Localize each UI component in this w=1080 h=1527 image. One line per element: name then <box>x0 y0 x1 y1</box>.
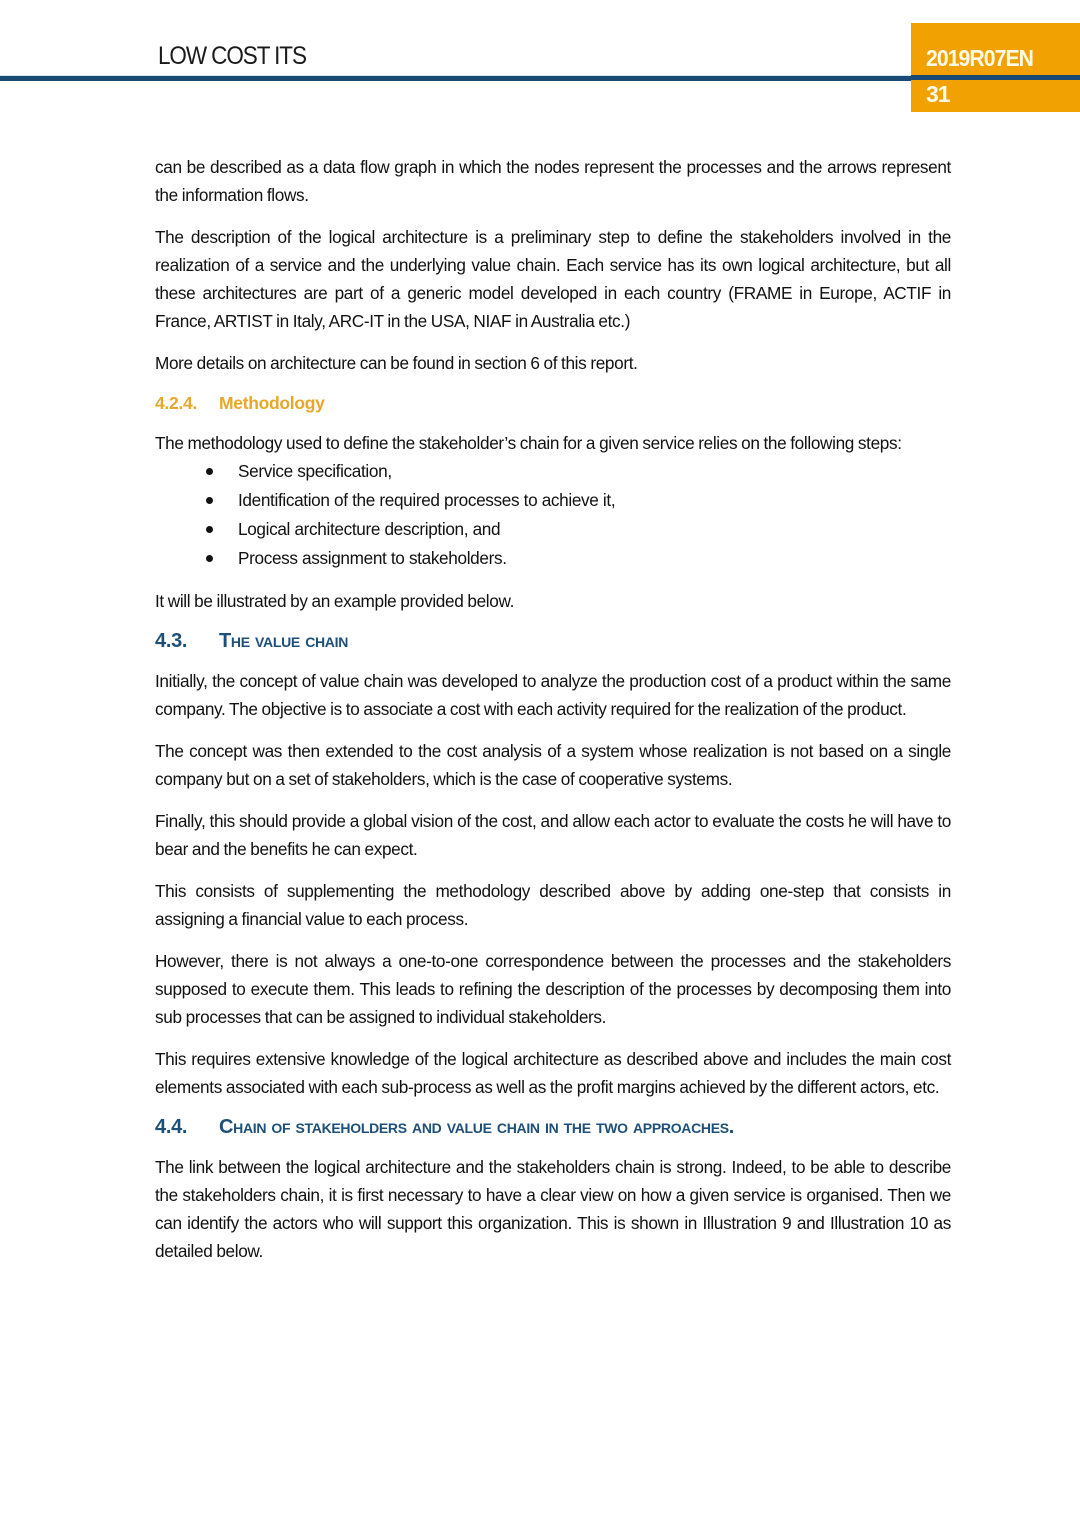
list-item-text: Identification of the required processes to achieve it, <box>238 490 616 510</box>
reference-box <box>911 23 1080 112</box>
paragraph: The concept was then extended to the cost analysis of a system whose realization is not based on a single company but on a set of stakeholders, which is the case of cooperative systems. <box>155 741 951 789</box>
list-item <box>155 457 951 486</box>
list-item <box>155 515 951 544</box>
list-item <box>155 486 951 515</box>
bullet-icon <box>206 526 213 533</box>
list-item-text: Logical architecture description, and <box>238 519 501 539</box>
list-item-text: Service specification, <box>238 461 392 481</box>
paragraph: Finally, this should provide a global vision of the cost, and allow each actor to evaluate the costs he will have to bear and the benefits he can expect. <box>155 811 951 859</box>
paragraph: Initially, the concept of value chain was developed to analyze the production cost of a product within the same company. The objective is to associate a cost with each activity required for the realization of the product. <box>155 671 951 719</box>
methodology-steps-list <box>155 457 951 573</box>
subsection-heading-methodology <box>155 391 951 415</box>
page-content <box>155 153 951 1279</box>
section-heading-stakeholders-chain <box>155 1115 951 1139</box>
section-title: Chain of stakeholders and value chain in the two approaches. <box>219 1116 735 1138</box>
paragraph: This requires extensive knowledge of the logical architecture as described above and includes the main cost elements associated with each sub-process as well as the profit margins achieved by the different actors, etc. <box>155 1049 951 1097</box>
page-number: 31 <box>926 81 950 107</box>
section-number: 4.3. <box>155 630 188 652</box>
reference-box-rule <box>911 75 1080 80</box>
paragraph: This consists of supplementing the methodology described above by adding one-step that consists in assigning a financial value to each process. <box>155 881 951 929</box>
paragraph: The methodology used to define the stakeholder’s chain for a given service relies on the following steps: <box>155 433 902 453</box>
paragraph: More details on architecture can be found in section 6 of this report. <box>155 353 638 373</box>
section-number: 4.4. <box>155 1116 188 1138</box>
reference-code: 2019R07EN <box>926 45 1034 71</box>
paragraph: The link between the logical architecture and the stakeholders chain is strong. Indeed, to be able to describe the stakeholders chain, it is first necessary to have a clear view on how a given service is organised. Then we can identify the actors who will support this organization. This is shown in Illustration 9 and Illustration 10 as detailed below. <box>155 1157 951 1261</box>
paragraph: However, there is not always a one-to-one correspondence between the processes and the stakeholders supposed to execute them. This leads to refining the description of the processes by decomposing them into sub processes that can be assigned to individual stakeholders. <box>155 951 951 1027</box>
section-heading-value-chain <box>155 629 951 653</box>
subsection-title: Methodology <box>219 393 325 413</box>
list-item-text: Process assignment to stakeholders. <box>238 548 507 568</box>
paragraph: can be described as a data flow graph in which the nodes represent the processes and the arrows represent the information flows. <box>155 157 951 205</box>
bullet-icon <box>206 497 213 504</box>
paragraph: The description of the logical architecture is a preliminary step to define the stakeholders involved in the realization of a service and the underlying value chain. Each service has its own logical architecture, but all these architectures are part of a generic model developed in each country (FRAME in Europe, ACTIF in France, ARTIST in Italy, ARC-IT in the USA, NIAF in Australia etc.) <box>155 227 951 331</box>
bullet-icon <box>206 555 213 562</box>
list-item <box>155 544 951 573</box>
bullet-icon <box>206 468 213 475</box>
section-title: The value chain <box>219 630 349 652</box>
document-title: LOW COST ITS <box>158 42 306 70</box>
subsection-number: 4.2.4. <box>155 393 197 413</box>
paragraph: It will be illustrated by an example provided below. <box>155 591 514 611</box>
